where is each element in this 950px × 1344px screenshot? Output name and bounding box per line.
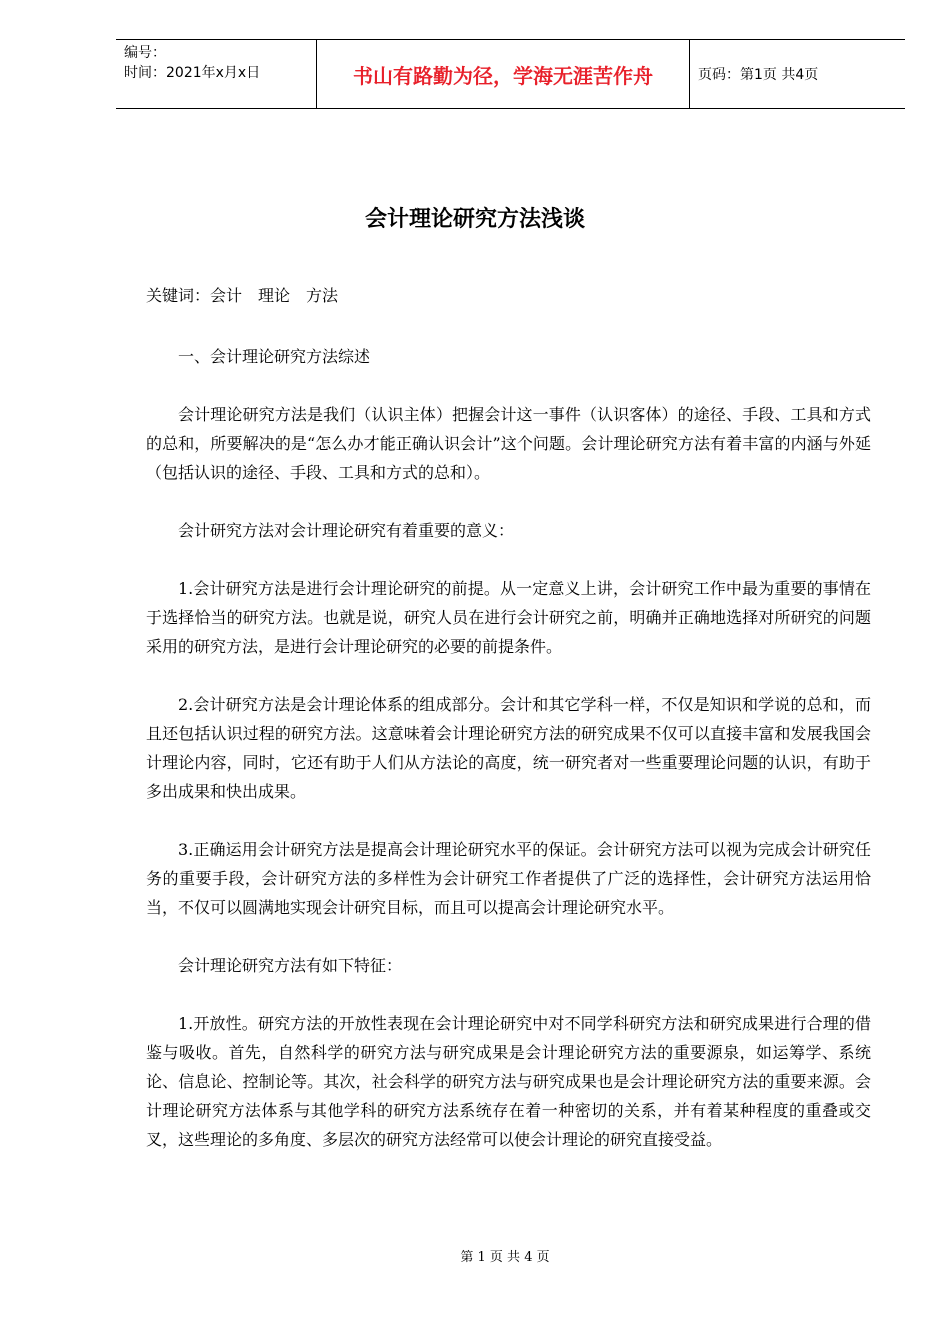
paragraph: 1.开放性。研究方法的开放性表现在会计理论研究中对不同学科研究方法和研究成果进行合理的借鉴与吸收。首先，自然科学的研究方法与研究成果是会计理论研究方法的重要源泉，如运筹学、系统论、信息论、控制论等。其次，社会科学的研究方法与研究成果也是会计理论研究方法的重要来源。会计理论研究方法体系与其他学科的研究方法系统存在着一种密切的关系，并有着某种程度的重叠或交叉，这些理论的多角度、多层次的研究方法经常可以使会计理论的研究直接受益。 bbox=[146, 1014, 871, 1149]
paragraph: 1.会计研究方法是进行会计理论研究的前提。从一定意义上讲，会计研究工作中最为重要的事情在于选择恰当的研究方法。也就是说，研究人员在进行会计研究之前，明确并正确地选择对所研究的问题采用的研究方法，是进行会计理论研究的必要的前提条件。 bbox=[146, 579, 871, 656]
keywords-line: 关键词：会计 理论 方法 bbox=[146, 286, 339, 305]
header-meta-cell bbox=[116, 40, 316, 108]
time-label: 时间：2021年x月x日 bbox=[124, 65, 261, 81]
document-body bbox=[146, 281, 871, 1183]
page-info-text: 页码：第1页 共4页 bbox=[698, 67, 819, 83]
paragraph: 2.会计研究方法是会计理论体系的组成部分。会计和其它学科一样，不仅是知识和学说的总和，而且还包括认识过程的研究方法。这意味着会计理论研究方法的研究成果不仅可以直接丰富和发展我国会计理论内容，同时，它还有助于人们从方法论的高度，统一研究者对一些重要理论问题的认识，有助于多出成果和快出成果。 bbox=[146, 695, 871, 801]
page-footer: 第 1 页 共 4 页 bbox=[460, 1250, 550, 1265]
header-table bbox=[116, 39, 905, 109]
number-label: 编号： bbox=[124, 45, 166, 61]
document-title: 会计理论研究方法浅谈 bbox=[364, 207, 585, 232]
paragraph: 会计理论研究方法有如下特征： bbox=[178, 956, 403, 975]
paragraph: 会计理论研究方法是我们（认识主体）把握会计这一事件（认识客体）的途径、手段、工具和方式的总和，所要解决的是“怎么办才能正确认识会计”这个问题。会计理论研究方法有着丰富的内涵与外延（包括认识的途径、手段、工具和方式的总和）。 bbox=[146, 405, 871, 482]
page-info-cell bbox=[690, 40, 905, 108]
paragraph: 会计研究方法对会计理论研究有着重要的意义： bbox=[178, 521, 515, 540]
paragraph: 3.正确运用会计研究方法是提高会计理论研究水平的保证。会计研究方法可以视为完成会计研究任务的重要手段，会计研究方法的多样性为会计研究工作者提供了广泛的选择性，会计研究方法运用恰当，不仅可以圆满地实现会计研究目标，而且可以提高会计理论研究水平。 bbox=[146, 840, 871, 917]
motto-text: 书山有路勤为径，学海无涯苦作舟 bbox=[353, 63, 653, 88]
motto-cell bbox=[316, 40, 690, 108]
section-heading: 一、会计理论研究方法综述 bbox=[178, 347, 371, 366]
